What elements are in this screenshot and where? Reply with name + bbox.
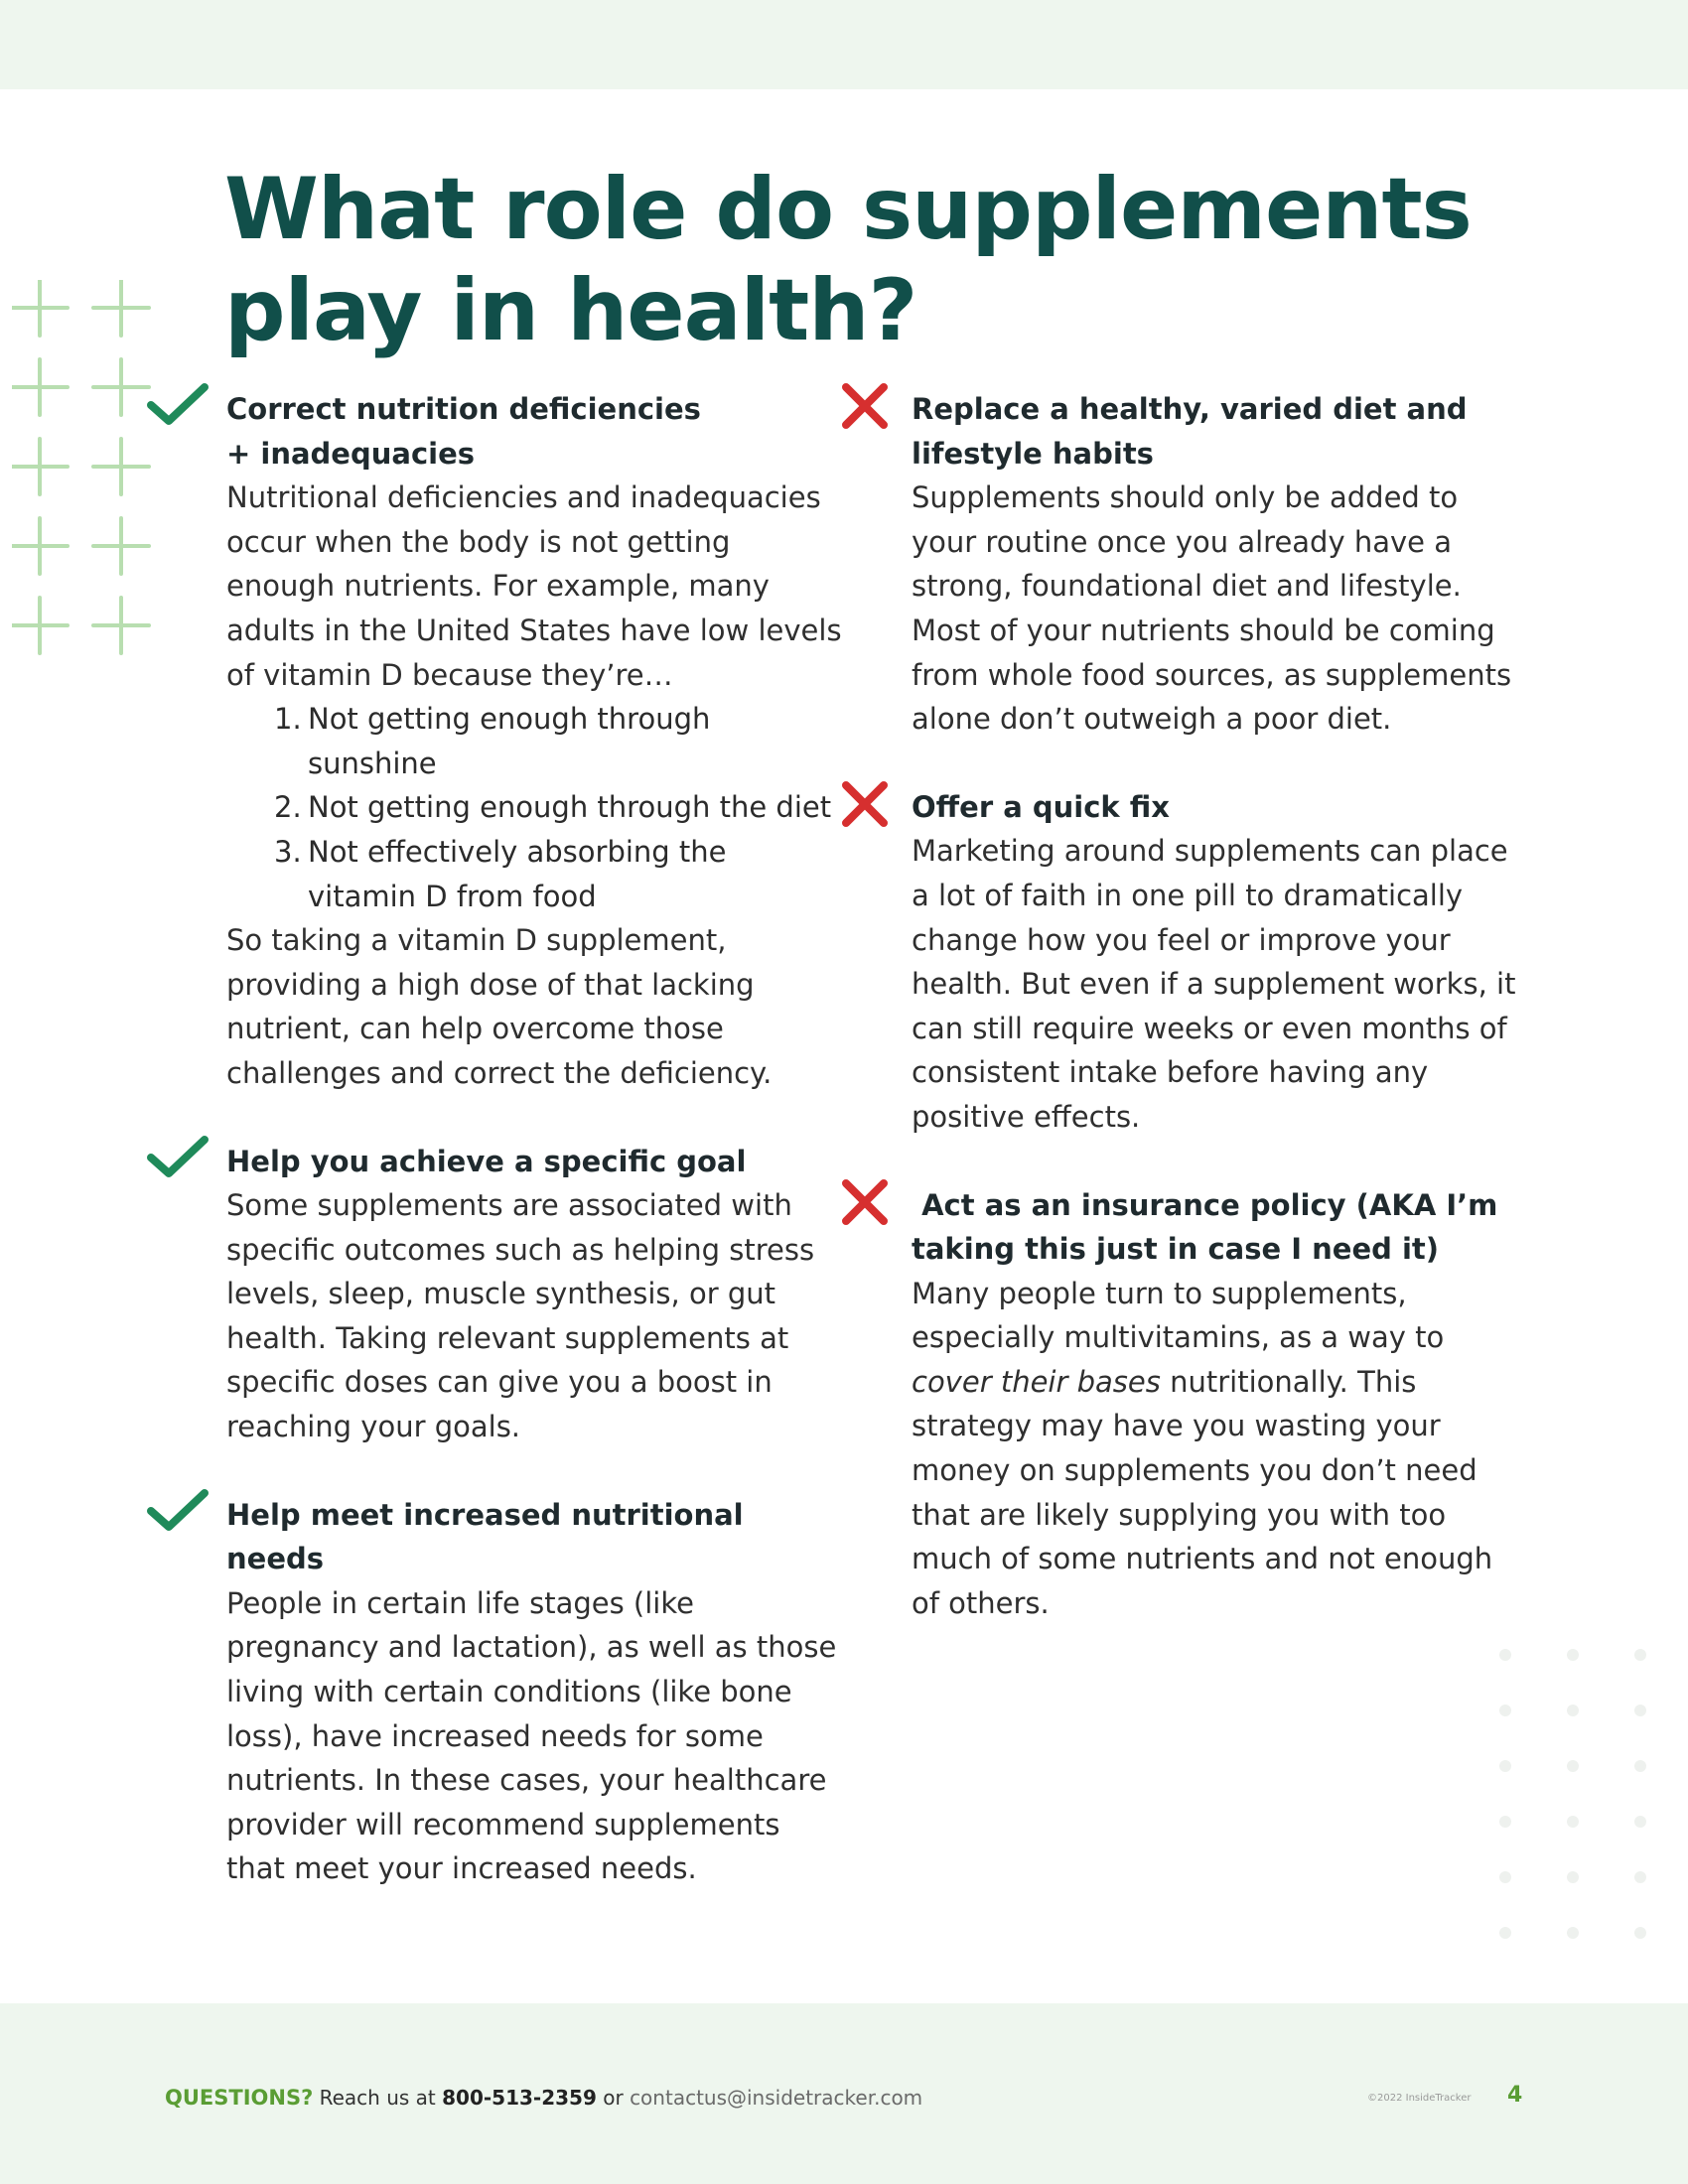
plus-icon — [12, 359, 68, 415]
plus-icon — [93, 280, 149, 336]
reach-text: Reach us at — [319, 2086, 436, 2110]
check-icon — [147, 381, 209, 427]
title-line-1: What role do supplements — [224, 160, 1472, 259]
footer-contact — [165, 2083, 922, 2113]
or-text: or — [603, 2086, 624, 2110]
plus-icon — [93, 439, 149, 494]
plus-icon — [93, 518, 149, 574]
check-icon — [147, 1487, 209, 1533]
page-title — [224, 159, 1515, 361]
list-item: 1. Not getting enough through sunshine — [274, 702, 711, 780]
benefit-item — [226, 1140, 842, 1449]
cross-icon — [840, 779, 890, 829]
copyright: ©2022 InsideTracker — [1367, 2093, 1472, 2104]
page-number: 4 — [1507, 2083, 1523, 2108]
limitation-body: Many people turn to supplements, especially multivitamins, as a way to cover their bases nutritionally. This strategy may have you wasting your money on supplements you don’t need that are likely supplying you with too much of some nutrients and not enough of others. — [912, 1276, 1493, 1620]
reason-list — [226, 697, 842, 918]
benefit-heading: Correct nutrition deficiencies + inadequacies — [226, 392, 701, 471]
limitation-body: Supplements should only be added to your routine once you already have a strong, foundational diet and lifestyle. Most of your nutrients should be coming from whole food sources, as supplements alone don’t outweigh a poor diet. — [912, 480, 1512, 737]
plus-icon — [12, 598, 68, 653]
cross-icon — [840, 1177, 890, 1227]
benefit-heading: Help you achieve a specific goal — [226, 1144, 747, 1178]
plus-icon — [12, 280, 68, 336]
check-icon — [147, 1134, 209, 1179]
email-link[interactable]: contactus@insidetracker.com — [630, 2086, 923, 2110]
dot-pattern-decoration — [1489, 1643, 1668, 1941]
header-band — [0, 0, 1688, 89]
benefit-item — [226, 387, 842, 1096]
questions-label: QUESTIONS? — [165, 2086, 314, 2110]
title-line-2: play in health? — [224, 261, 917, 360]
limitation-item — [912, 387, 1527, 742]
limitation-heading: Act as an insurance policy (AKA I’m taking this just in case I need it) — [912, 1187, 1498, 1267]
benefit-item — [226, 1493, 842, 1891]
list-item: 2. Not getting enough through the diet — [274, 790, 832, 825]
limitation-body: Marketing around supplements can place a lot of faith in one pill to dramatically change how you feel or improve your health. But even if a supplement works, it can still require weeks or even months of consistent intake before having any positive effects. — [912, 834, 1516, 1134]
list-item: 3. Not effectively absorbing the vitamin D from food — [274, 834, 727, 913]
limitation-heading: Offer a quick fix — [912, 789, 1170, 824]
plus-icon — [93, 598, 149, 653]
limitation-item — [912, 1183, 1527, 1626]
benefits-column — [226, 387, 842, 1891]
plus-icon — [12, 518, 68, 574]
plus-pattern-decoration — [12, 280, 161, 667]
benefit-body: People in certain life stages (like pregnancy and lactation), as well as those living with certain conditions (like bone loss), have increased needs for some nutrients. In these cases, your healthcare provider will recommend supplements that meet your increased needs. — [226, 1585, 837, 1886]
plus-icon — [93, 359, 149, 415]
limitations-column — [912, 387, 1527, 1625]
benefit-body: Some supplements are associated with specific outcomes such as helping stress levels, sleep, muscle synthesis, or gut health. Taking relevant supplements at specific doses can give you a boost in reaching your goals. — [226, 1188, 815, 1444]
limitation-heading: Replace a healthy, varied diet and lifestyle habits — [912, 392, 1468, 471]
plus-icon — [12, 439, 68, 494]
cross-icon — [840, 381, 890, 431]
benefit-heading: Help meet increased nutritional needs — [226, 1497, 744, 1576]
limitation-item — [912, 785, 1527, 1140]
benefit-body-conclusion: So taking a vitamin D supplement, providing a high dose of that lacking nutrient, can help overcome those challenges and correct the deficiency. — [226, 923, 773, 1090]
benefit-body: Nutritional deficiencies and inadequacies occur when the body is not getting enough nutrients. For example, many adults in the United States have low levels of vitamin D because they’re… — [226, 480, 842, 692]
phone-link[interactable]: 800-513-2359 — [442, 2086, 597, 2110]
